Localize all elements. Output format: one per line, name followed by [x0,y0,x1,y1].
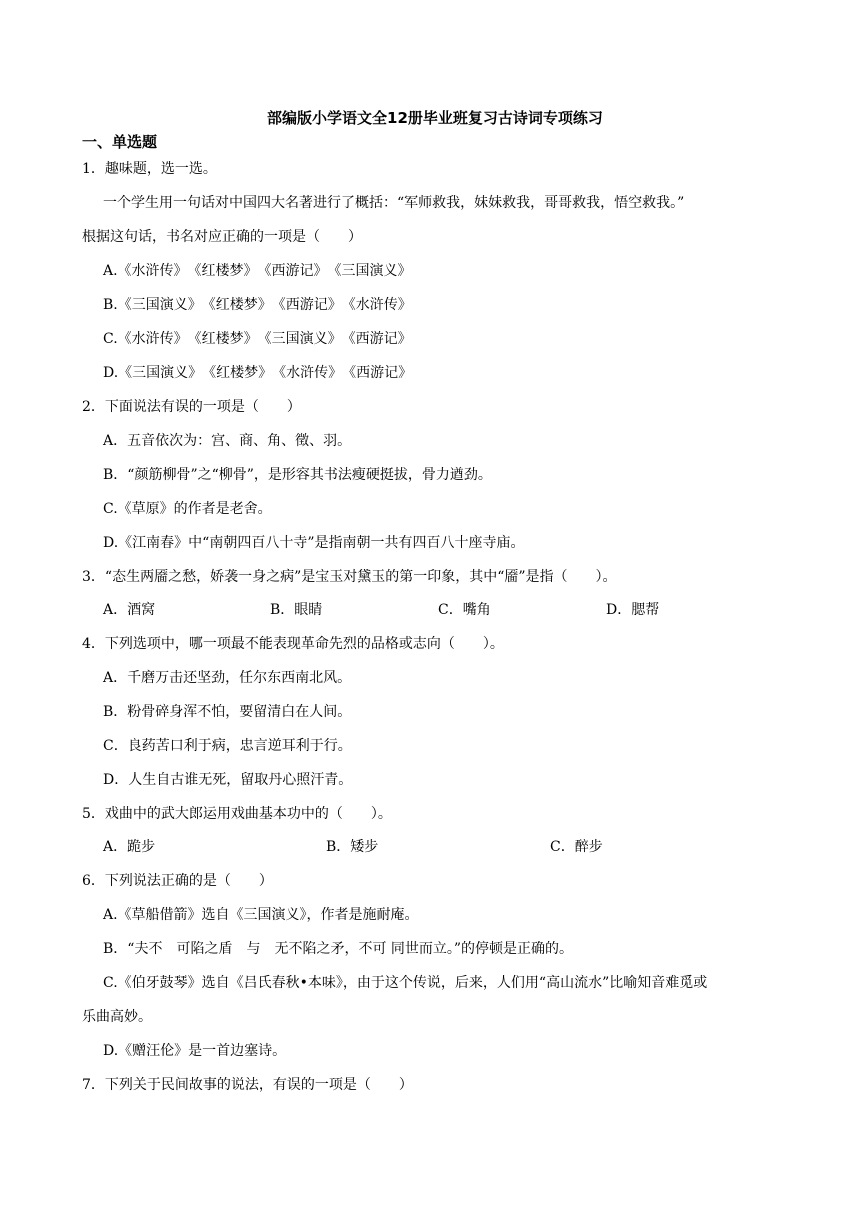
question-4-option-c: C．良药苦口利于病，忠言逆耳利于行。 [103,738,352,754]
question-2-option-b: B．“颜筋柳骨”之“柳骨”，是形容其书法瘦硬挺拔，骨力遒劲。 [103,467,492,483]
section-heading: 一、单选题 [82,133,158,151]
question-4-option-d: D．人生自古谁无死，留取丹心照汗青。 [103,772,353,788]
question-6-option-c-line1: C.《伯牙鼓琴》选自《吕氏春秋•本味》，由于这个传说，后来，人们用“高山流水”比喻知音难觅或 [103,975,708,991]
question-5-stem: 5．戏曲中的武大郎运用戏曲基本功中的（ ）。 [82,806,392,822]
question-2-option-d: D.《江南春》中“南朝四百八十寺”是指南朝一共有四百八十座寺庙。 [103,535,525,551]
question-1-option-c: C.《水浒传》 《红楼梦》 《三国演义》 《西游记》 [103,331,412,347]
question-5-option-b: B．矮步 [326,839,379,855]
question-4-option-b: B．粉骨碎身浑不怕，要留清白在人间。 [103,704,352,720]
question-3-options [0,600,860,620]
question-6-option-a: A.《草船借箭》选自《三国演义》，作者是施耐庵。 [103,907,419,923]
question-5-option-a: A．跪步 [103,839,156,855]
question-3-stem: 3．“态生两靥之愁，娇袭一身之病”是宝玉对黛玉的第一印象，其中“靥”是指（ ）。 [82,569,617,585]
question-3-option-c: C．嘴角 [438,602,491,618]
question-2-stem: 2．下面说法有误的一项是（ ） [82,399,301,415]
question-4-option-a: A．千磨万击还坚劲，任尔东西南北风。 [103,670,352,686]
document-title: 部编版小学语文全12册毕业班复习古诗词专项练习 [267,109,603,127]
question-1-option-b: B.《三国演义》 《红楼梦》 《西游记》 《水浒传》 [103,297,412,313]
question-5-option-c: C．醉步 [550,839,603,855]
question-1-passage: 一个学生用一句话对中国四大名著进行了概括：“军师救我，妹妹救我，哥哥救我，悟空救我。” [103,195,685,211]
question-1-option-d: D.《三国演义》 《红楼梦》 《水浒传》 《西游记》 [103,365,413,381]
question-6-option-d: D.《赠汪伦》是一首边塞诗。 [103,1043,287,1059]
question-3-option-d: D．腮帮 [606,602,660,618]
question-1-option-a: A.《水浒传》 《红楼梦》 《西游记》 《三国演义》 [103,263,412,279]
question-4-stem: 4．下列选项中，哪一项最不能表现革命先烈的品格或志向（ ）。 [82,636,504,652]
question-5-options [0,837,860,857]
question-6-option-b: B．“夫不 可陷之盾 与 无不陷之矛，不可 同世而立。”的停顿是正确的。 [103,941,574,957]
question-7-stem: 7．下列关于民间故事的说法，有误的一项是（ ） [82,1077,413,1093]
question-1-stem: 1．趣味题，选一选。 [82,161,217,177]
question-2-option-c: C.《草原》的作者是老舍。 [103,501,272,517]
question-2-option-a: A．五音依次为：宫、商、角、徵、羽。 [103,433,352,449]
question-1-prompt: 根据这句话，书名对应正确的一项是（ ） [82,229,362,245]
question-3-option-a: A．酒窝 [103,602,156,618]
question-6-stem: 6．下列说法正确的是（ ） [82,873,273,889]
question-3-option-b: B．眼睛 [270,602,323,618]
question-6-option-c-line2: 乐曲高妙。 [82,1009,152,1025]
